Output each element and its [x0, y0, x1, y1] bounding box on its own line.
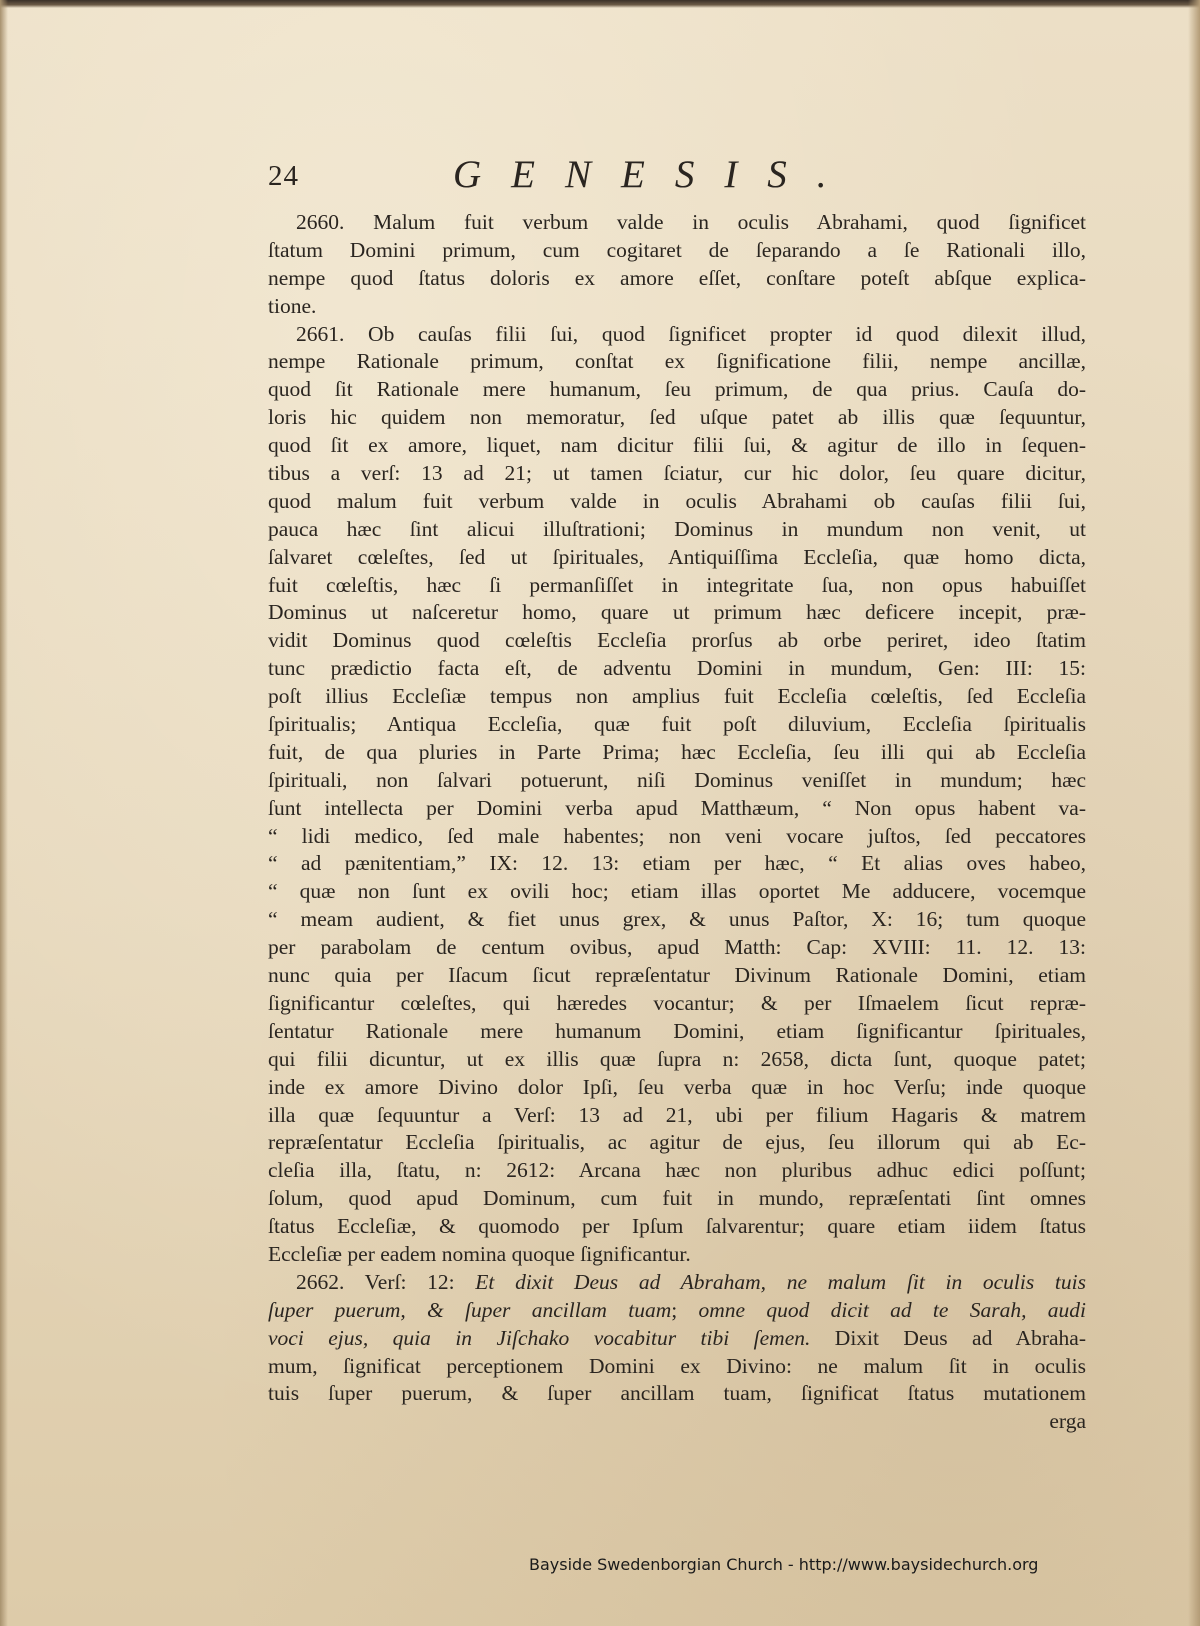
text-line: nempe Rationale primum, conſtat ex ſignificatione filii, nempe ancillæ,: [268, 349, 1086, 374]
italic-span: Et dixit Deus ad Abraham, ne malum ſit in oculis tuis: [475, 1269, 1086, 1294]
text-line: repræſentatur Eccleſia ſpiritualis, ac agitur de ejus, ſeu illorum qui ab Ec-: [268, 1130, 1086, 1155]
text-line: [268, 1297, 1086, 1325]
text-line: ſentatur Rationale mere humanum Domini, etiam ſignificantur ſpirituales,: [268, 1018, 1086, 1043]
footer-credit: Bayside Swedenborgian Church - http://www.baysidechurch.org: [529, 1555, 1039, 1574]
text-line: fuit cœleſtis, hæc ſi permanſiſſet in integritate ſua, non opus habuiſſet: [268, 572, 1086, 597]
text-span: Dixit Deus ad Abraha-: [810, 1325, 1086, 1350]
text-line: quod malum fuit verbum valde in oculis Abrahami ob cauſas filii ſui,: [268, 488, 1086, 513]
page-header: [268, 152, 1090, 204]
text-line: ſtatum Domini primum, cum cogitaret de ſeparando a ſe Rationali illo,: [268, 237, 1086, 262]
text-line: “ meam audient, & fiet unus grex, & unus Paſtor, X: 16; tum quoque: [268, 907, 1086, 932]
text-line: “ lidi medico, ſed male habentes; non veni vocare juſtos, ſed peccatores: [268, 823, 1086, 848]
text-line: tunc prædictio facta eſt, de adventu Domini in mundum, Gen: III: 15:: [268, 656, 1086, 681]
text-line: nempe quod ſtatus doloris ex amore eſſet, conſtare poteſt abſque explica-: [268, 265, 1086, 290]
text-line: illa quæ ſequuntur a Verſ: 13 ad 21, ubi per filium Hagaris & matrem: [268, 1102, 1086, 1127]
text-line: tione.: [268, 293, 317, 318]
text-line: “ quæ non ſunt ex ovili hoc; etiam illas oportet Me adducere, vocemque: [268, 879, 1086, 904]
text-line: ſtatus Eccleſiæ, & quomodo per Ipſum ſalvarentur; quare etiam iidem ſtatus: [268, 1214, 1086, 1239]
text-line: ſpirituali, non ſalvari potuerunt, niſi Dominus veniſſet in mundum; hæc: [268, 767, 1086, 792]
text-span: 2662. Verſ: 12:: [296, 1269, 476, 1294]
text-line: ſpiritualis; Antiqua Eccleſia, quæ fuit poſt diluvium, Eccleſia ſpiritualis: [268, 712, 1086, 737]
text-line: loris hic quidem non memoratur, ſed uſque patet ab illis quæ ſequuntur,: [268, 405, 1086, 430]
text-line: [268, 1269, 1086, 1297]
text-line: quod ſit ex amore, liquet, nam dicitur filii ſui, & agitur de illo in ſequen-: [268, 433, 1086, 458]
text-line: ſalvaret cœleſtes, ſed ut ſpirituales, Antiquiſſima Eccleſia, quæ homo dicta,: [268, 544, 1086, 569]
text-line: “ ad pænitentiam,” IX: 12. 13: etiam per hæc, “ Et alias oves habeo,: [268, 851, 1086, 876]
italic-span: voci ejus, quia in Jiſchako vocabitur tibi ſemen.: [268, 1325, 811, 1350]
text-line: cleſia illa, ſtatu, n: 2612: Arcana hæc non pluribus adhuc edici poſſunt;: [268, 1158, 1086, 1183]
italic-span: omne quod dicit ad te Sarah, audi: [698, 1297, 1086, 1322]
running-title: GENESIS.: [453, 153, 857, 196]
text-line: Eccleſiæ per eadem nomina quoque ſignificantur.: [268, 1241, 691, 1266]
text-line: 2660. Malum fuit verbum valde in oculis Abrahami, quod ſignificet: [296, 210, 1086, 234]
page-right-edge: [1188, 0, 1200, 1626]
text-line: tibus a verſ: 13 ad 21; ut tamen ſciatur, cur hic dolor, ſeu quare dicitur,: [268, 461, 1086, 486]
text-line: pauca hæc ſint alicui illuſtrationi; Dominus in mundum non venit, ut: [268, 516, 1086, 541]
text-line: mum, ſignificat perceptionem Domini ex Divino: ne malum ſit in oculis: [268, 1353, 1086, 1378]
page-top-edge: [0, 0, 1200, 8]
text-line: qui filii dicuntur, ut ex illis quæ ſupra n: 2658, dicta ſunt, quoque patet;: [268, 1046, 1086, 1071]
text-line: quod ſit Rationale mere humanum, ſeu primum, de qua prius. Cauſa do-: [268, 377, 1086, 402]
text-line: ſolum, quod apud Dominum, cum fuit in mundo, repræſentati ſint omnes: [268, 1186, 1086, 1211]
text-line: [268, 1325, 1086, 1353]
text-line: tuis ſuper puerum, & ſuper ancillam tuam, ſignificat ſtatus mutationem: [268, 1381, 1086, 1406]
page-number: 24: [268, 160, 299, 192]
text-span: ;: [671, 1297, 699, 1322]
text-line: Dominus ut naſceretur homo, quare ut primum hæc deficere incepit, præ-: [268, 600, 1086, 625]
italic-span: ſuper puerum, & ſuper ancillam tuam: [268, 1297, 672, 1322]
text-line: nunc quia per Iſacum ſicut repræſentatur Divinum Rationale Domini, etiam: [268, 963, 1086, 988]
text-line: poſt illius Eccleſiæ tempus non amplius fuit Eccleſia cœleſtis, ſed Eccleſia: [268, 684, 1086, 709]
text-line: ſignificantur cœleſtes, qui hæredes vocantur; & per Iſmaelem ſicut repræ-: [268, 990, 1086, 1015]
text-line: ſunt intellecta per Domini verba apud Matthæum, “ Non opus habent va-: [268, 795, 1086, 820]
catchword: erga: [1049, 1409, 1086, 1434]
text-line: fuit, de qua pluries in Parte Prima; hæc Eccleſia, ſeu illi qui ab Eccleſia: [268, 739, 1086, 764]
text-line: 2661. Ob cauſas filii ſui, quod ſignificet propter id quod dilexit illud,: [296, 321, 1086, 346]
text-line: per parabolam de centum ovibus, apud Matth: Cap: XVIII: 11. 12. 13:: [268, 935, 1086, 960]
page-left-edge: [0, 0, 8, 1626]
body-text: [268, 209, 1086, 1436]
text-line: inde ex amore Divino dolor Ipſi, ſeu verba quæ in hoc Verſu; inde quoque: [268, 1074, 1086, 1099]
text-line: vidit Dominus quod cœleſtis Eccleſia prorſus ab orbe periret, ideo ſtatim: [268, 628, 1086, 653]
